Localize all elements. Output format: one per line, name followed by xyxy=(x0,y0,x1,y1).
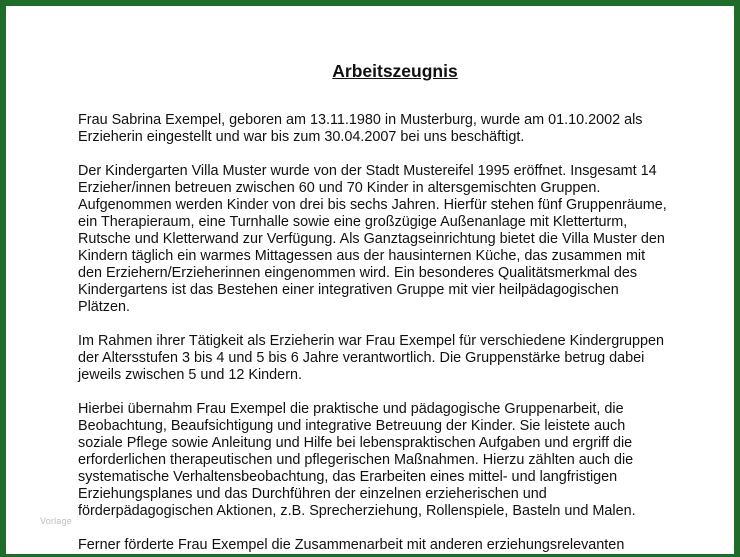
paragraph-line: Rutsche und Kletterwand zur Verfügung. Als Ganztagseinrichtung bietet die Villa Muster den xyxy=(78,231,665,247)
paragraph-line: Beobachtung, Beaufsichtigung und integrative Betreuung der Kinder. Sie leistete auch xyxy=(78,418,626,434)
paragraph-line: Erziehungsplanes und das Durchführen der einzelnen erzieherischen und xyxy=(78,486,547,502)
paragraph xyxy=(78,163,700,316)
paragraph-line: Frau Sabrina Exempel, geboren am 13.11.1980 in Musterburg, wurde am 01.10.2002 als xyxy=(78,112,643,128)
paragraph xyxy=(78,537,700,554)
paragraph-line: Der Kindergarten Villa Muster wurde von der Stadt Mustereifel 1995 eröffnet. Insgesamt 14 xyxy=(78,163,657,179)
watermark-text: Vorlage xyxy=(40,516,72,526)
paragraph-line: Plätzen. xyxy=(78,299,130,315)
paragraph-line: Aufgenommen werden Kinder von drei bis sechs Jahren. Hierfür stehen fünf Gruppenräume, xyxy=(78,197,667,213)
paragraph-line: soziale Pflege sowie Anleitung und Hilfe bei lebenspraktischen Aufgaben und ergriff die xyxy=(78,435,633,451)
paragraph-line: Erzieher/innen betreuen zwischen 60 und 70 Kinder in altersgemischten Gruppen. xyxy=(78,180,601,196)
paragraph-line: Hierbei übernahm Frau Exempel die praktische und pädagogische Gruppenarbeit, die xyxy=(78,401,624,417)
document-page xyxy=(78,60,700,557)
paragraph-line: Ferner förderte Frau Exempel die Zusammenarbeit mit anderen erziehungsrelevanten xyxy=(78,537,625,553)
paragraph-line: Erzieherin eingestellt und war bis zum 30.04.2007 bei uns beschäftigt. xyxy=(78,129,525,145)
paragraph-line: Kindergartens ist das Bestehen einer integrativen Gruppe mit vier heilpädagogischen xyxy=(78,282,619,298)
paragraph-line: förderpädagogischen Aktionen, z.B. Sprecherziehung, Rollenspiele, Basteln und Malen. xyxy=(78,503,636,519)
paragraph-line: der Altersstufen 3 bis 4 und 5 bis 6 Jahre verantwortlich. Die Gruppenstärke betrug dabei xyxy=(78,350,645,366)
paragraph-line: jeweils zwischen 5 und 12 Kindern. xyxy=(78,367,302,383)
paragraph-line: ein Therapieraum, eine Turnhalle sowie eine großzügige Außenanlage mit Kletterturm, xyxy=(78,214,628,230)
paragraph-line: den Erziehern/Erzieherinnen eingenommen wird. Ein besonderes Qualitätsmerkmal des xyxy=(78,265,638,281)
paragraph-line: Kindern täglich ein warmes Mittagessen aus der hausinternen Küche, das zusammen mit xyxy=(78,248,646,264)
document-title: Arbeitszeugnis xyxy=(332,61,458,81)
paragraph-line: Im Rahmen ihrer Tätigkeit als Erzieherin war Frau Exempel für verschiedene Kindergruppen xyxy=(78,333,665,349)
paragraph xyxy=(78,112,700,146)
paragraph xyxy=(78,333,700,384)
document-body xyxy=(78,112,700,554)
paragraph-line: systematische Verhaltensbeobachtung, das Erarbeiten eines mittel- und langfristigen xyxy=(78,469,618,485)
paragraph-line: erforderlichen therapeutischen und pflegerischen Maßnahmen. Hierzu zählten auch die xyxy=(78,452,634,468)
paragraph xyxy=(78,401,700,520)
